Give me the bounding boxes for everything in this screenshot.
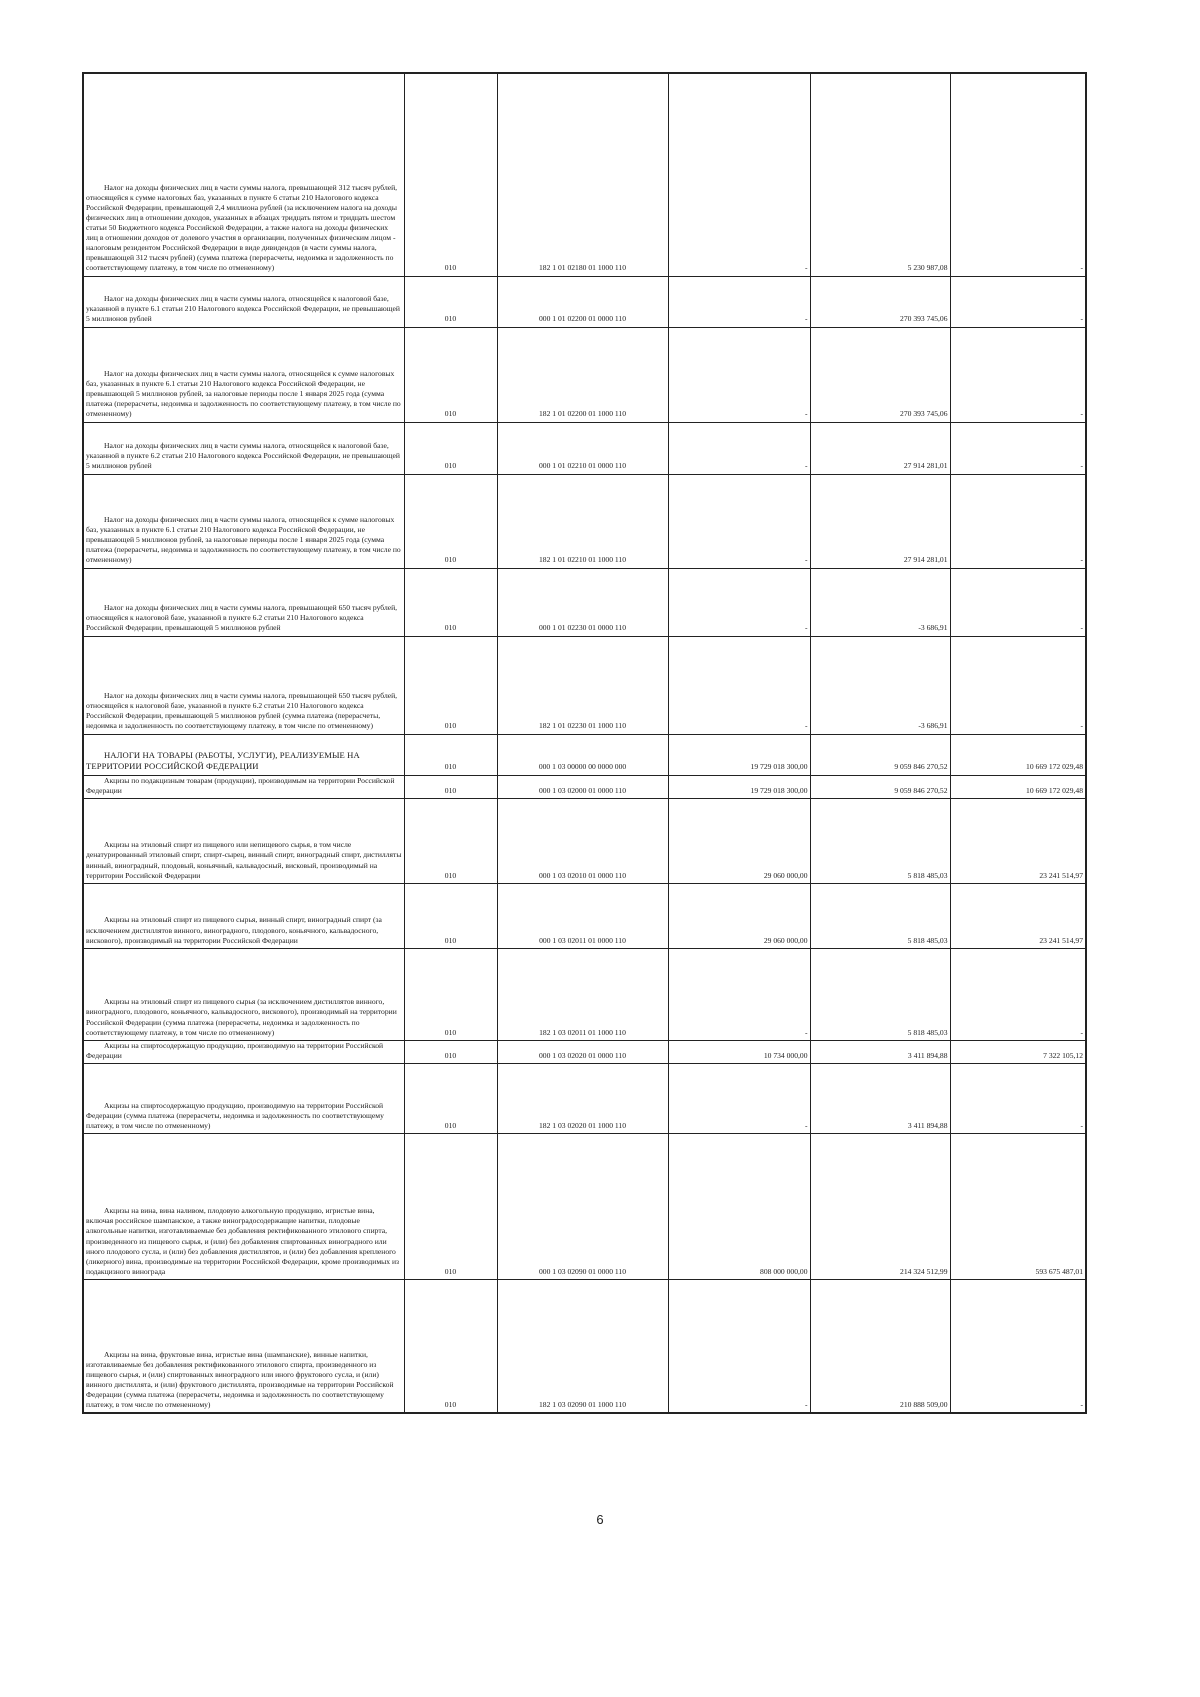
line-code-cell: 010 [404,883,497,948]
budget-code-cell: 000 1 03 02000 01 0000 110 [497,775,668,798]
table-row [83,276,1086,327]
empty-dash: - [804,314,808,324]
row-name: Налог на доходы физических лиц в части суммы налога, относящейся к налоговой базе, указанной в пункте 6.2 статьи 210 Налогового кодекса Российской Федерации, не превышающей 5 миллионов рублей [86,441,400,471]
table-row [83,568,1086,636]
line-code-cell: 010 [404,948,497,1040]
budget-code-cell: 000 1 03 02010 01 0000 110 [497,798,668,883]
row-name: Акцизы на этиловый спирт из пищевого сырья (за исключением дистиллятов винного, виноградного, плодового, коньячного, кальвадосного, вискового), производимый на территории Российской Федерации (сумма платежа (перерасчеты, недоимка и задолженность по соответствующему платежу, в том числе по отмененному) [86,997,397,1037]
empty-dash: - [804,721,808,731]
table-row [83,775,1086,798]
row-name-cell [83,327,404,422]
row-name-cell [83,734,404,775]
plan-cell [668,73,810,276]
executed-cell: 3 411 894,88 [810,1040,950,1063]
row-name-cell [83,276,404,327]
plan-value: 19 729 018 300,00 [750,785,808,795]
row-name: Налог на доходы физических лиц в части суммы налога, превышающей 650 тысяч рублей, относящейся к налоговой базе, указанной в пункте 6.2 статьи 210 Налогового кодекса Российской Федерации, превышающей 5 миллионов рублей [86,603,398,633]
remainder-cell [950,1040,1086,1063]
table-row [83,1279,1086,1413]
plan-cell [668,1279,810,1413]
remainder-cell [950,798,1086,883]
page-number: 6 [596,1512,604,1527]
budget-execution-table [82,72,1087,1414]
empty-dash: - [1080,1400,1083,1410]
remainder-cell [950,636,1086,734]
plan-cell [668,568,810,636]
executed-cell: 5 818 485,03 [810,798,950,883]
row-name: Акцизы на вина, вина наливом, плодовую алкогольную продукцию, игристые вина, включая российское шампанское, а также виноградосодержащие напитки, плодовые алкогольные напитки, изготавливаемые без добавления ректификованного этилового спирта, произведенного из пищевого сырья, и (или) без добавления спиртованных виноградного или иного плодового сусла, и (или) без добавления дистиллятов, и (или) без добавления крепленого (ликерного) вина, производимые на территории Российской Федерации, кроме производимых из подакцизного винограда [86,1206,400,1276]
executed-cell: 3 411 894,88 [810,1063,950,1133]
empty-dash: - [1080,623,1083,633]
empty-dash: - [1080,263,1083,273]
budget-code-cell: 182 1 01 02200 01 1000 110 [497,327,668,422]
budget-code-cell: 182 1 03 02020 01 1000 110 [497,1063,668,1133]
remainder-cell [950,734,1086,775]
table-row [83,798,1086,883]
remainder-cell [950,948,1086,1040]
row-name: Налог на доходы физических лиц в части суммы налога, относящейся к сумме налоговых баз, указанных в пункте 6.1 статьи 210 Налогового кодекса Российской Федерации, не превышающей 5 миллионов рублей, за налоговые периоды после 1 января 2025 года (сумма платежа (перерасчеты, недоимка и задолженность по соответствующему платежу, в том числе по отмененному) [86,515,401,565]
row-name-cell [83,568,404,636]
line-code-cell: 010 [404,1133,497,1279]
row-name: Акцизы по подакцизным товарам (продукции), производимым на территории Российской Федерации [86,775,395,795]
remainder-cell [950,1133,1086,1279]
empty-dash: - [1080,555,1083,565]
budget-code-cell: 000 1 03 00000 00 0000 000 [497,734,668,775]
remainder-value: 7 322 105,12 [1043,1050,1083,1060]
plan-value: 10 734 000,00 [763,1050,808,1060]
empty-dash: - [1080,461,1083,471]
empty-dash: - [804,263,808,273]
row-name: Налог на доходы физических лиц в части суммы налога, относящейся к налоговой базе, указанной в пункте 6.1 статьи 210 Налогового кодекса Российской Федерации, не превышающей 5 миллионов рублей [86,294,400,324]
remainder-cell [950,327,1086,422]
table-row [83,636,1086,734]
remainder-cell [950,422,1086,474]
executed-cell: 27 914 281,01 [810,422,950,474]
table-row [83,1040,1086,1063]
table-row [83,1133,1086,1279]
plan-cell [668,1063,810,1133]
plan-cell [668,276,810,327]
line-code-cell: 010 [404,734,497,775]
table-row [83,734,1086,775]
budget-code-cell: 182 1 01 02180 01 1000 110 [497,73,668,276]
row-name-cell [83,948,404,1040]
budget-code-cell: 000 1 01 02210 01 0000 110 [497,422,668,474]
plan-value: 29 060 000,00 [763,870,808,880]
row-name-cell [83,798,404,883]
plan-cell [668,327,810,422]
plan-cell [668,883,810,948]
remainder-cell [950,474,1086,568]
executed-cell: -3 686,91 [810,636,950,734]
budget-code-cell: 000 1 01 02230 01 0000 110 [497,568,668,636]
budget-code-cell: 000 1 03 02011 01 0000 110 [497,883,668,948]
line-code-cell: 010 [404,422,497,474]
empty-dash: - [804,555,808,565]
table-row [83,948,1086,1040]
executed-cell: 5 230 987,08 [810,73,950,276]
line-code-cell: 010 [404,798,497,883]
table-row [83,883,1086,948]
line-code-cell: 010 [404,568,497,636]
executed-cell: 270 393 745,06 [810,327,950,422]
budget-code-cell: 000 1 03 02090 01 0000 110 [497,1133,668,1279]
row-name: Акцизы на спиртосодержащую продукцию, производимую на территории Российской Федерации [86,1040,384,1060]
plan-value: 29 060 000,00 [763,935,808,945]
line-code-cell: 010 [404,474,497,568]
budget-code-cell: 000 1 03 02020 01 0000 110 [497,1040,668,1063]
table-row [83,1063,1086,1133]
budget-code-cell: 000 1 01 02200 01 0000 110 [497,276,668,327]
plan-cell [668,1133,810,1279]
row-name-cell [83,422,404,474]
row-name-cell [83,775,404,798]
remainder-cell [950,1279,1086,1413]
row-name: Налог на доходы физических лиц в части суммы налога, относящейся к сумме налоговых баз, указанных в пункте 6.1 статьи 210 Налогового кодекса Российской Федерации, не превышающей 5 миллионов рублей, за налоговые периоды после 1 января 2025 года (сумма платежа (перерасчеты, недоимка и задолженность по соответствующему платежу, в том числе по отмененному) [86,369,401,419]
executed-cell: 9 059 846 270,52 [810,734,950,775]
executed-cell: 5 818 485,03 [810,948,950,1040]
remainder-cell [950,276,1086,327]
plan-cell [668,422,810,474]
plan-value: 19 729 018 300,00 [750,762,808,772]
line-code-cell: 010 [404,327,497,422]
plan-value: 808 000 000,00 [760,1266,808,1276]
remainder-cell [950,1063,1086,1133]
empty-dash: - [1080,1027,1083,1037]
row-name-cell [83,73,404,276]
line-code-cell: 010 [404,1063,497,1133]
executed-cell: -3 686,91 [810,568,950,636]
row-name-cell [83,636,404,734]
row-name: Акцизы на спиртосодержащую продукцию, производимую на территории Российской Федерации (сумма платежа (перерасчеты, недоимка и задолженность по соответствующему платежу, в том числе по отмененному) [86,1100,384,1130]
row-name: Акцизы на вина, фруктовые вина, игристые вина (шампанские), винные напитки, изготавливаемые без добавления ректификованного этилового спирта, произведенного из пищевого сырья, и (или) спиртованных виноградного или иного фруктового сусла, и (или) винного дистиллята, и (или) фруктового дистиллята, производимые на территории Российской Федерации (сумма платежа (перерасчеты, недоимка и задолженность по соответствующему платежу, в том числе по отмененному) [86,1349,394,1410]
plan-cell [668,775,810,798]
executed-cell: 9 059 846 270,52 [810,775,950,798]
row-name-cell [83,1040,404,1063]
line-code-cell: 010 [404,276,497,327]
table-row [83,422,1086,474]
row-name-cell [83,1133,404,1279]
budget-code-cell: 182 1 03 02090 01 1000 110 [497,1279,668,1413]
line-code-cell: 010 [404,73,497,276]
row-name: Налог на доходы физических лиц в части суммы налога, превышающей 312 тысяч рублей, относящейся к сумме налоговых баз, указанных в пункте 6 статьи 210 Налогового кодекса Российской Федерации, превышающей 2,4 миллиона рублей (за исключением налога на доходы физических лиц в отношении доходов, указанных в абзацах тридцать пятом и тридцать шестом статьи 50 Бюджетного кодекса Российской Федерации, а также налога на доходы физических лиц в отношении доходов от долевого участия в организации, полученных физическим лицом - налоговым резидентом Российской Федерации в виде дивидендов (в части суммы налога, превышающей 312 тысяч рублей) (сумма платежа (перерасчеты, недоимка и задолженность по соответствующему платежу, в том числе по отмененному) [86,183,398,273]
row-name-cell [83,474,404,568]
empty-dash: - [804,623,808,633]
row-name: Налог на доходы физических лиц в части суммы налога, превышающей 650 тысяч рублей, относящейся к налоговой базе, указанной в пункте 6.2 статьи 210 Налогового кодекса Российской Федерации, превышающей 5 миллионов рублей (сумма платежа (перерасчеты, недоимка и задолженность по соответствующему платежу, в том числе по отмененному) [86,691,398,731]
empty-dash: - [1080,409,1083,419]
empty-dash: - [1080,1120,1083,1130]
row-name: Акцизы на этиловый спирт из пищевого сырья, винный спирт, виноградный спирт (за исключением дистиллятов винного, виноградного, плодового, коньячного, кальвадосного, вискового), производимый на территории Российской Федерации [86,915,382,945]
table-row [83,327,1086,422]
empty-dash: - [1080,721,1083,731]
budget-code-cell: 182 1 01 02230 01 1000 110 [497,636,668,734]
plan-cell [668,474,810,568]
plan-cell [668,948,810,1040]
line-code-cell: 010 [404,1279,497,1413]
executed-cell: 210 888 509,00 [810,1279,950,1413]
empty-dash: - [804,1400,808,1410]
empty-dash: - [804,1027,808,1037]
table-body [83,73,1086,1413]
remainder-value: 10 669 172 029,48 [1026,762,1083,772]
row-name-cell [83,1063,404,1133]
executed-cell: 5 818 485,03 [810,883,950,948]
executed-cell: 214 324 512,99 [810,1133,950,1279]
section-heading: НАЛОГИ НА ТОВАРЫ (РАБОТЫ, УСЛУГИ), РЕАЛИЗУЕМЫЕ НА ТЕРРИТОРИИ РОССИЙСКОЙ ФЕДЕРАЦИИ [86,749,360,772]
remainder-cell [950,775,1086,798]
remainder-value: 23 241 514,97 [1039,870,1083,880]
remainder-cell [950,73,1086,276]
plan-cell [668,734,810,775]
empty-dash: - [804,1120,808,1130]
remainder-value: 10 669 172 029,48 [1026,785,1083,795]
remainder-value: 23 241 514,97 [1039,935,1083,945]
budget-code-cell: 182 1 01 02210 01 1000 110 [497,474,668,568]
table-row [83,73,1086,276]
row-name-cell [83,883,404,948]
budget-code-cell: 182 1 03 02011 01 1000 110 [497,948,668,1040]
empty-dash: - [804,409,808,419]
executed-cell: 270 393 745,06 [810,276,950,327]
line-code-cell: 010 [404,1040,497,1063]
line-code-cell: 010 [404,636,497,734]
plan-cell [668,636,810,734]
empty-dash: - [1080,314,1083,324]
row-name: Акцизы на этиловый спирт из пищевого или непищевого сырья, в том числе денатурированный этиловый спирт, спирт-сырец, винный спирт, виноградный спирт, дистилляты винный, виноградный, плодовый, коньячный, кальвадосный, висковый, производимый на территории Российской Федерации [86,840,402,880]
empty-dash: - [804,461,808,471]
row-name-cell [83,1279,404,1413]
remainder-value: 593 675 487,01 [1035,1266,1083,1276]
remainder-cell [950,883,1086,948]
executed-cell: 27 914 281,01 [810,474,950,568]
plan-cell [668,798,810,883]
plan-cell [668,1040,810,1063]
line-code-cell: 010 [404,775,497,798]
remainder-cell [950,568,1086,636]
table-row [83,474,1086,568]
